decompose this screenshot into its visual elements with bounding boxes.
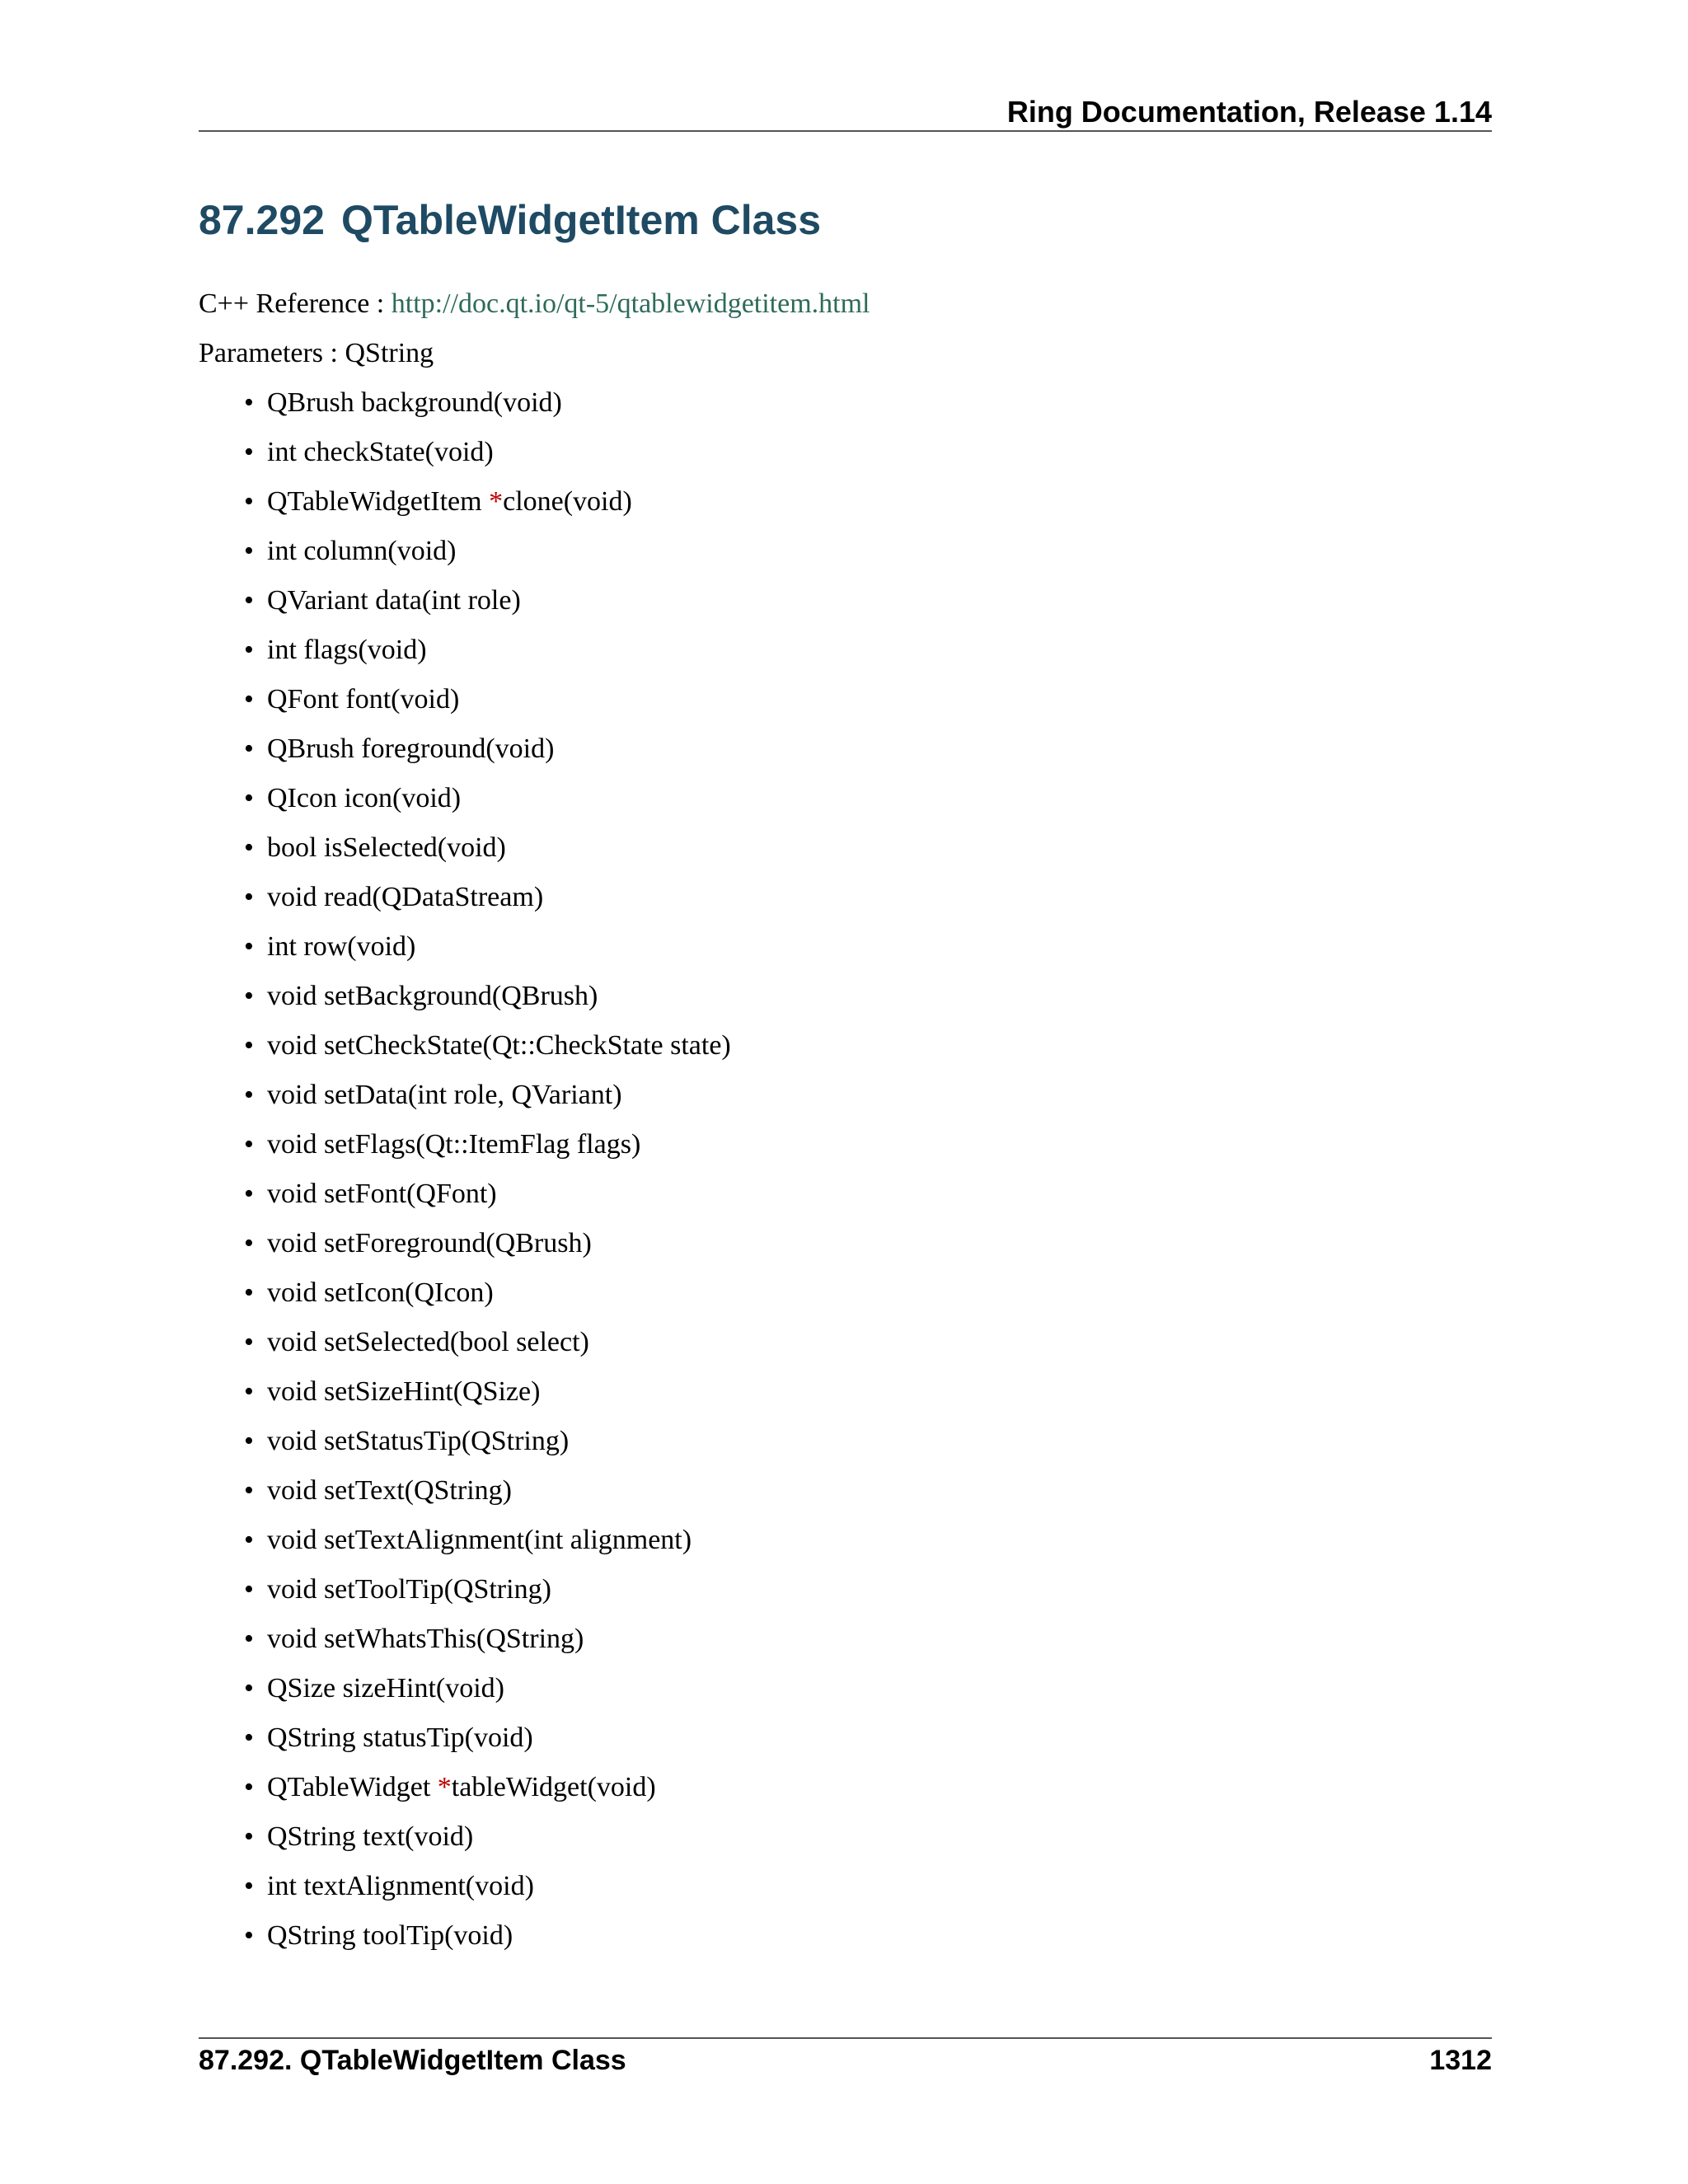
bullet-icon: • [244,1030,254,1061]
method-signature [267,1374,540,1410]
cpp-reference-label: C++ Reference : [199,288,392,319]
cpp-reference-link[interactable]: http://doc.qt.io/qt-5/qtablewidgetitem.html [391,288,870,319]
section-number: 87.292 [199,197,325,243]
method-signature-text: QTableWidget [267,1772,438,1802]
bullet-icon: • [244,1179,254,1209]
footer-rule [199,2037,1492,2039]
bullet-icon: • [244,1525,254,1555]
running-header-title: Ring Documentation, Release 1.14 [1006,95,1492,129]
parameters-label: Parameters : [199,338,345,368]
method-signature-text: QTableWidgetItem [267,486,490,517]
method-signature [267,1720,533,1756]
bullet-icon: • [244,783,254,813]
method-signature-text: bool isSelected(void) [267,832,506,863]
method-signature-text: void setCheckState(Qt::CheckState state) [267,1030,731,1061]
method-signature-text: QVariant data(int role) [267,585,521,616]
method-signature [267,1868,534,1905]
method-signature [267,1127,640,1163]
method-signature [267,1275,494,1311]
method-signature [267,533,456,569]
method-signature-text: QIcon icon(void) [267,783,462,813]
footer-page-number: 1312 [1429,2045,1492,2076]
method-signature [267,1226,592,1262]
method-signature [267,385,562,421]
bullet-icon: • [244,1871,254,1901]
bullet-icon: • [244,882,254,912]
method-signature-text: QString statusTip(void) [267,1722,533,1753]
method-signature [267,978,598,1015]
bullet-icon: • [244,1821,254,1852]
bullet-icon: • [244,1772,254,1802]
method-signature [267,1918,513,1954]
bullet-icon: • [244,1376,254,1407]
method-signature-text: void setSizeHint(QSize) [267,1376,541,1407]
bullet-icon: • [244,1277,254,1308]
method-signature-text: void read(QDataStream) [267,882,544,912]
method-signature [267,830,506,866]
method-signature-text: int column(void) [267,536,457,566]
method-signature [267,1028,731,1064]
method-signature [267,583,521,619]
method-signature-text: void setText(QString) [267,1475,512,1506]
bullet-icon: • [244,1228,254,1258]
method-signature [267,1769,656,1806]
method-signature-text: void setForeground(QBrush) [267,1228,592,1258]
method-signature-text: QSize sizeHint(void) [267,1673,504,1704]
method-signature [267,632,427,668]
method-signature [267,1473,512,1509]
method-signature [267,484,632,520]
method-signature-text: void setData(int role, QVariant) [267,1080,622,1110]
method-signature [267,731,554,767]
bullet-icon: • [244,931,254,962]
bullet-icon: • [244,684,254,715]
bullet-icon: • [244,1080,254,1110]
parameters-line [199,335,434,372]
method-signature-text: int flags(void) [267,635,427,665]
method-signature [267,1819,473,1855]
method-signature-text: void setSelected(bool select) [267,1327,589,1357]
method-signature [267,1324,589,1361]
method-signature [267,1572,551,1608]
parameters-value: QString [345,338,434,368]
bullet-icon: • [244,486,254,517]
bullet-icon: • [244,1426,254,1456]
method-signature-text: void setIcon(QIcon) [267,1277,494,1308]
cpp-reference-line [199,286,870,322]
method-signature [267,1077,622,1113]
method-signature-suffix: clone(void) [503,486,632,517]
method-signature-text: void setTextAlignment(int alignment) [267,1525,692,1555]
method-signature [267,1176,497,1212]
method-signature [267,1671,504,1707]
method-signature-text: int checkState(void) [267,437,494,467]
method-signature [267,1522,692,1558]
method-signature-text: void setWhatsThis(QString) [267,1624,584,1654]
method-signature [267,682,459,718]
method-signature-text: QBrush background(void) [267,387,562,418]
method-signature-text: int row(void) [267,931,416,962]
method-signature-text: void setStatusTip(QString) [267,1426,570,1456]
pointer-asterisk: * [437,1772,452,1802]
method-signature [267,780,461,817]
section-title: QTableWidgetItem Class [340,197,822,243]
bullet-icon: • [244,387,254,418]
section-heading [199,191,821,249]
bullet-icon: • [244,1574,254,1605]
method-signature-text: void setFont(QFont) [267,1179,497,1209]
bullet-icon: • [244,1673,254,1704]
method-signature-text: QString text(void) [267,1821,474,1852]
pointer-asterisk: * [489,486,504,517]
bullet-icon: • [244,1327,254,1357]
header-rule [199,130,1492,132]
method-signature-text: void setFlags(Qt::ItemFlag flags) [267,1129,641,1160]
bullet-icon: • [244,1920,254,1951]
method-signature [267,929,415,965]
footer-section-title: 87.292. QTableWidgetItem Class [199,2045,626,2076]
method-signature [267,1423,569,1460]
method-signature-suffix: tableWidget(void) [451,1772,656,1802]
bullet-icon: • [244,1475,254,1506]
bullet-icon: • [244,536,254,566]
bullet-icon: • [244,635,254,665]
bullet-icon: • [244,832,254,863]
method-signature-text: QFont font(void) [267,684,460,715]
bullet-icon: • [244,1624,254,1654]
bullet-icon: • [244,437,254,467]
bullet-icon: • [244,1722,254,1753]
bullet-icon: • [244,733,254,764]
bullet-icon: • [244,1129,254,1160]
method-signature [267,1621,584,1657]
bullet-icon: • [244,585,254,616]
bullet-icon: • [244,981,254,1011]
method-signature-text: QBrush foreground(void) [267,733,555,764]
method-signature-text: void setToolTip(QString) [267,1574,551,1605]
method-signature [267,434,494,471]
method-signature-text: QString toolTip(void) [267,1920,513,1951]
method-signature [267,879,543,916]
method-signature-text: void setBackground(QBrush) [267,981,598,1011]
method-signature-text: int textAlignment(void) [267,1871,534,1901]
